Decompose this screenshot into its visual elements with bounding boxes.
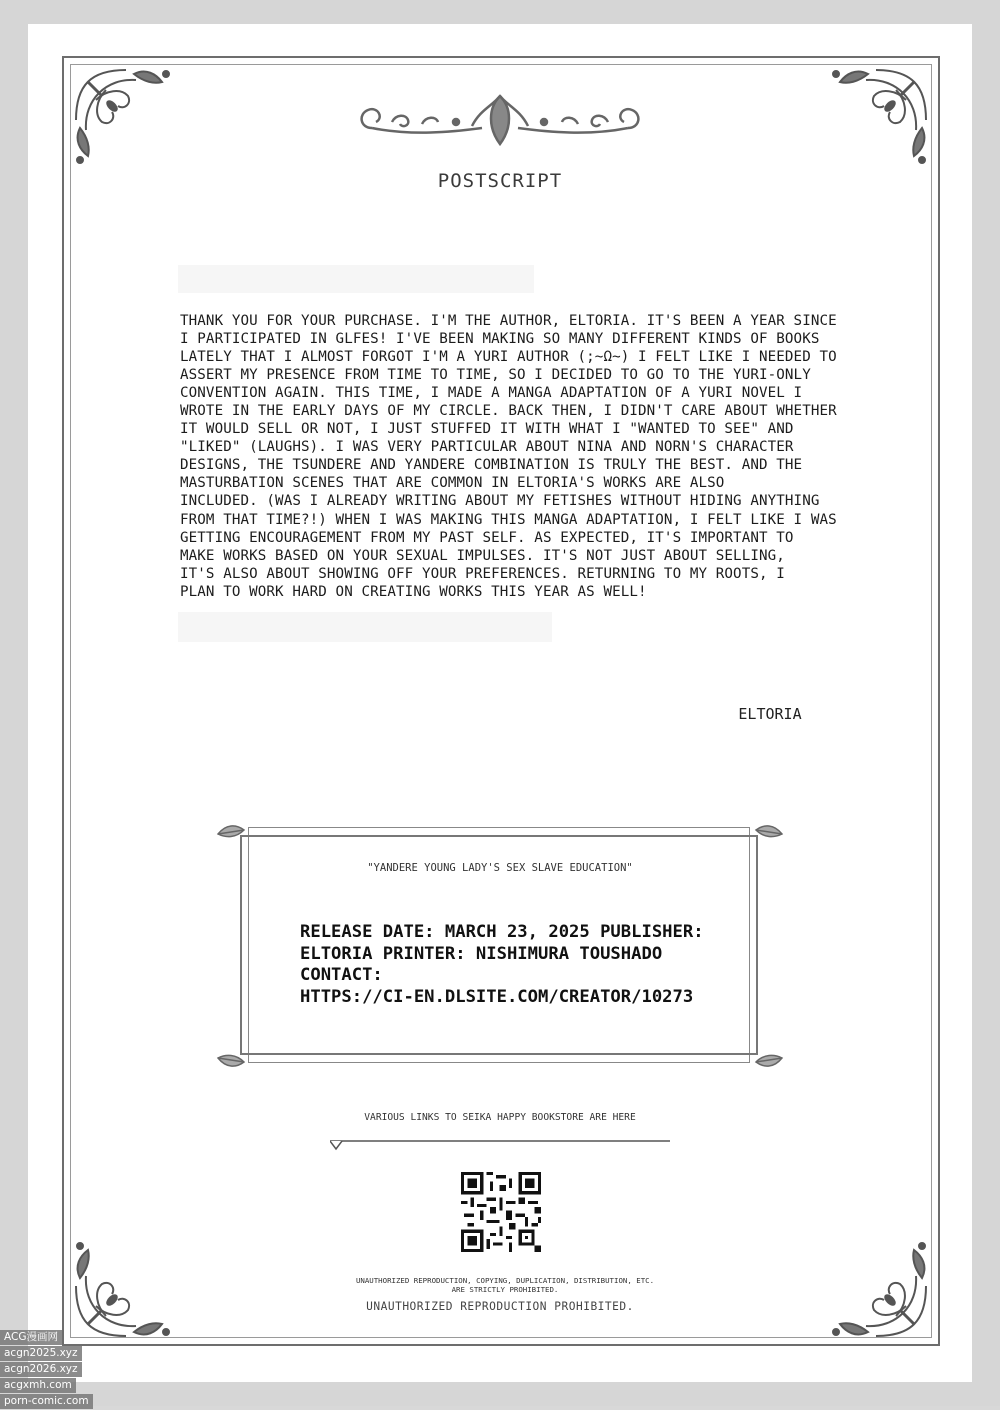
- leaf-ornament-icon: [754, 822, 784, 842]
- body-line: IT'S ALSO ABOUT SHOWING OFF YOUR PREFERENCES. RETURNING TO MY ROOTS, I: [180, 565, 785, 582]
- body-line: FROM THAT TIME?!) WHEN I WAS MAKING THIS MANGA ADAPTATION, I FELT LIKE I WAS: [180, 511, 837, 528]
- body-line: MASTURBATION SCENES THAT ARE COMMON IN ELTORIA'S WORKS ARE ALSO: [180, 475, 725, 492]
- leaf-ornament-icon: [216, 822, 246, 842]
- corner-ornament-top-right: [816, 60, 936, 180]
- body-line: I PARTICIPATED IN GLFES! I'VE BEEN MAKING SO MANY DIFFERENT KINDS OF BOOKS: [180, 331, 820, 348]
- body-line: CONVENTION AGAIN. THIS TIME, I MADE A MANGA ADAPTATION OF A YURI NOVEL I: [180, 385, 803, 402]
- page-title: POSTSCRIPT: [437, 170, 563, 192]
- body-line: GETTING ENCOURAGEMENT FROM MY PAST SELF. AS EXPECTED, IT'S IMPORTANT TO: [180, 529, 794, 546]
- watermark-line: acgn2025.xyz: [0, 1346, 82, 1361]
- release-line: RELEASE DATE: MARCH 23, 2025 PUBLISHER:: [300, 922, 704, 942]
- speech-pointer-line: [330, 1136, 670, 1148]
- body-line: "LIKED" (LAUGHS). I WAS VERY PARTICULAR ABOUT NINA AND NORN'S CHARACTER: [180, 439, 794, 456]
- body-line: IT WOULD SELL OR NOT, I JUST STUFFED IT WITH WHAT I "WANTED TO SEE" AND: [180, 421, 794, 438]
- site-watermark: [0, 1330, 130, 1410]
- qr-code[interactable]: [460, 1172, 542, 1252]
- body-line: THANK YOU FOR YOUR PURCHASE. I'M THE AUTHOR, ELTORIA. IT'S BEEN A YEAR SINCE: [180, 313, 837, 329]
- postscript-body: [180, 312, 860, 601]
- body-line: PLAN TO WORK HARD ON CREATING WORKS THIS YEAR AS WELL!: [180, 583, 647, 600]
- watermark-line: porn-comic.com: [0, 1394, 93, 1409]
- watermark-line: ACG漫画网: [0, 1330, 62, 1345]
- faint-background-band: [178, 265, 534, 293]
- legal-notice-small: UNAUTHORIZED REPRODUCTION, COPYING, DUPLICATION, DISTRIBUTION, ETC. ARE STRICTLY PROHIBITED.: [355, 1276, 655, 1294]
- body-line: DESIGNS, THE TSUNDERE AND YANDERE COMBINATION IS TRULY THE BEST. AND THE: [180, 457, 803, 474]
- corner-ornament-bottom-left: [66, 1226, 186, 1346]
- watermark-line: acgxmh.com: [0, 1378, 76, 1393]
- contact-url[interactable]: HTTPS://CI-EN.DLSITE.COM/CREATOR/10273: [300, 986, 694, 1007]
- author-signature: ELTORIA: [738, 705, 802, 723]
- corner-ornament-bottom-right: [816, 1226, 936, 1346]
- links-caption: VARIOUS LINKS TO SEIKA HAPPY BOOKSTORE ARE HERE: [364, 1112, 636, 1123]
- body-line: MAKE WORKS BASED ON YOUR SEXUAL IMPULSES. IT'S NOT JUST ABOUT SELLING,: [180, 547, 785, 564]
- leaf-ornament-icon: [216, 1050, 246, 1070]
- legal-notice: UNAUTHORIZED REPRODUCTION PROHIBITED.: [366, 1300, 634, 1313]
- release-line: ELTORIA PRINTER: NISHIMURA TOUSHADO: [300, 943, 663, 964]
- body-line: ASSERT MY PRESENCE FROM TIME TO TIME, SO I DECIDED TO GO TO THE YURI-ONLY: [180, 367, 811, 384]
- body-line: LATELY THAT I ALMOST FORGOT I'M A YURI AUTHOR (;~Ω~) I FELT LIKE I NEEDED TO: [180, 349, 837, 366]
- watermark-line: acgn2026.xyz: [0, 1362, 82, 1377]
- book-title: "YANDERE YOUNG LADY'S SEX SLAVE EDUCATION": [367, 862, 633, 874]
- corner-ornament-top-left: [66, 60, 186, 180]
- faint-background-band: [178, 612, 552, 642]
- body-line: WROTE IN THE EARLY DAYS OF MY CIRCLE. BACK THEN, I DIDN'T CARE ABOUT WHETHER: [180, 403, 837, 420]
- body-line: INCLUDED. (WAS I ALREADY WRITING ABOUT MY FETISHES WITHOUT HIDING ANYTHING: [180, 493, 820, 510]
- release-line: CONTACT:: [300, 965, 383, 985]
- leaf-ornament-icon: [754, 1050, 784, 1070]
- release-info: [300, 922, 740, 1008]
- top-flourish-ornament: [352, 88, 648, 152]
